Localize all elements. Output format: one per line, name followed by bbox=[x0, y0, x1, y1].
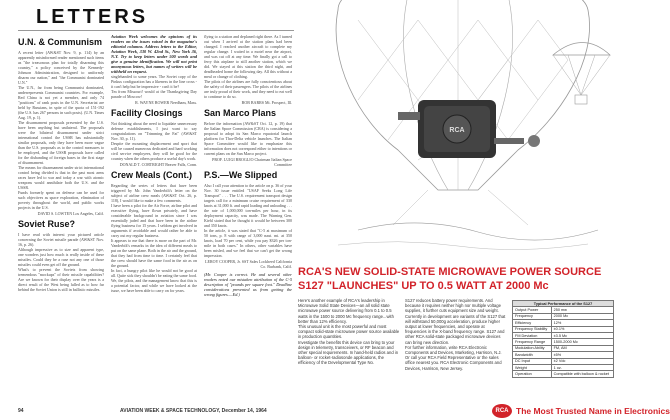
ad-body-column-1 bbox=[298, 298, 400, 402]
letter-heading: Facility Closings bbox=[111, 108, 183, 118]
ad-headline: RCA'S NEW SOLID-STATE MICROWAVE POWER SOURCE bbox=[298, 266, 602, 278]
letter-paragraph: In fact, a hungry pilot like he would not be good at all. Quite sick they shouldn't be eating the same food. We, the pilots, and the management know that this is a potential factor, and while we have looked at the issue, we have been able to carry on for years. bbox=[111, 268, 197, 293]
letter-paragraph: Not thinking about the need to liquidate unnecessary defense establishments, I just want to say congratulations on "Trimming the Fat" (AW&ST Nov. 30, p. 11). bbox=[111, 121, 197, 141]
letter-paragraph: I have read with interest your pictured article concerning the Soviet missile parade (AW&ST Nov. 16, p. 26). bbox=[18, 232, 104, 247]
letter-paragraph: It appears to me that there is more on the part of Mr. Vanderbilt's remarks in the idea of different meals to put on the same plane. Both in the air and the ground, that they had from time to time. I certainly feel that the crew should have the same food in the air as on the ground. bbox=[111, 238, 197, 268]
table-row bbox=[513, 371, 614, 377]
letter-signature: PROF. LUIGI BROGLIO Chairman Italian Space Committee bbox=[212, 157, 292, 167]
ad-subheadline: S127 "LAUNCHES" UP TO 0.5 WATT AT 2000 Mc bbox=[298, 280, 549, 292]
spec-label: Frequency Stability bbox=[513, 326, 552, 332]
spec-value: FM, AM bbox=[551, 345, 613, 351]
ad-paragraph: This unusual unit is the most powerful and most compact solid-state microwave power source available in production quantities. bbox=[298, 324, 400, 340]
letter-paragraph: Before the information (AW&ST Oct. 12, p. 19) that the Italian Space Commission (CRA) is considering a proposal to adopt its San Marco equatorial launch platform for Thor-Delta vehicle launches. The Italian Space Committee would like to emphasize this information does not correspond either to intentions or current plans on the San Marco project. bbox=[204, 121, 292, 156]
spec-label: Frequency bbox=[513, 313, 552, 319]
ad-illustration bbox=[298, 0, 616, 262]
spec-label: Efficiency bbox=[513, 320, 552, 326]
spec-value: 250 mw bbox=[551, 307, 613, 313]
spec-value: ±5% bbox=[551, 352, 613, 358]
spec-value: ±0.1% bbox=[551, 326, 613, 332]
spec-value: 12% bbox=[551, 320, 613, 326]
letter-paragraph: The U.N., far from being Communist dominated, underrepresents Communist countries. For example, Red China is not yet a member, and only 74 "positions" of rank posts in the U.N. Secretariat are held by Russians, in spite of the quota of 151-192 (the U.S. has 267 persons in such posts). (U.N. Times Aug. 19, p. 1). bbox=[18, 85, 104, 120]
spec-value: 1 oz. bbox=[551, 364, 613, 370]
spec-label: Weight bbox=[513, 364, 552, 370]
spec-label: FM Deviation bbox=[513, 332, 552, 338]
masthead-rule bbox=[18, 30, 294, 31]
ad-tagline: The Most Trusted Name in Electronics bbox=[516, 406, 670, 416]
spec-label: Frequency Range bbox=[513, 339, 552, 345]
letter-paragraph: Although impressive as to size and apparent type, one wonders just how much is really inside of these missiles. Could they be a ruse not any one of those missiles could even get off the ground. bbox=[18, 247, 104, 267]
spec-label: DC Input bbox=[513, 358, 552, 364]
spec-value: ±2 Vdc bbox=[551, 358, 613, 364]
letter-paragraph: singlehanded to some years. The Soviet copy of the Pinkus configuration has a likeness in the line cross - it can't help but be impressive - can't it be? bbox=[111, 74, 197, 89]
spec-label: Modulation Ability bbox=[513, 345, 552, 351]
letter-paragraph: Also I call your attention to the article on p. 36 of your Nov. 30 issue entitled "USAF Seeks Long Life Transport" . . . The U.S. requirement transport design targets call for a minimum cruise requirement of 330 knots at 31,000 ft. and rapid loading and unloading . . . the rate of 1,000,000 ton-miles per hour, in its deployment capacity, was made. The Warning Gen. Kiehl stated that he thought it would be between 300 and 350 knots. bbox=[204, 183, 292, 228]
letter-signature: R. WAYNE BOWER Needham, Mass. bbox=[135, 100, 197, 105]
spec-label: Operation bbox=[513, 371, 552, 377]
letter-paragraph: Funds formerly spent on defense can be used for such objectives as space exploration, elimination of poverty throughout the world, and public works projects in the U.S. bbox=[18, 190, 104, 210]
letter-paragraph: I have been a pilot for the Air Force, airline pilot and executive flying, have flown privately, and have considerable background in aviation since I was essentially jaded and that have been in the airline flying business for 15 years. I seldom get involved in arguments if avoidable and would rather be able to carry out my regular business. bbox=[111, 203, 197, 238]
performance-table bbox=[512, 300, 614, 378]
letter-heading: San Marco Plans bbox=[204, 108, 277, 118]
letter-paragraph: The pilots of the airlines are fully conscientious about the safety of their passengers. The pilots of the airlines are truly proud of their work, and they need to eat well to continue to do so. bbox=[204, 79, 292, 99]
ad-paragraph: S127 reduces battery power requirements. And because it requires neither high nor multiple voltage supplies, it further cuts equipment size and weight. bbox=[405, 298, 501, 314]
letter-signature: DONALD T. CORTRIGHT Beaver Falls, Conn. bbox=[119, 162, 197, 167]
letter-paragraph: A recent letter (AW&ST Nov. 9, p. 114) by an apparently misinformed reader mentioned such items as "the treasonous plan for totally disarming this country," a policy conceived by the Kennedy-Johnson Administration, designed to uniformly disarm our nation," and "the Communist dominated U.N." bbox=[18, 50, 104, 85]
letter-paragraph: Regarding the series of letters that have been triggered by Mr. John Vanderbilt's letter on the subject of airline crew meals (AW&ST Oct. 26, p. 118), I would like to make a few comments. bbox=[111, 183, 197, 203]
ad-paragraph: Here's another example of RCA's leadership in Microwave Solid State Devices—an all solid state microwave power source delivering from 0.1 to 0.5 watts in the 1500 to 2000 Mc frequency range...with better than 12% efficiency. bbox=[298, 298, 394, 324]
letters-column-3 bbox=[204, 34, 292, 402]
letter-signature: BOB BARRS Mt. Prospect, Ill. bbox=[241, 100, 292, 105]
ad-body-column-2 bbox=[405, 298, 507, 402]
letter-signature: DAVID S. LOWTEN Los Angeles, Calif. bbox=[37, 211, 104, 216]
spec-value: ±3.5 Mc bbox=[551, 332, 613, 338]
letters-column-1 bbox=[18, 34, 104, 402]
performance-table-title: Typical Performance of the S127 bbox=[513, 301, 614, 307]
letter-signature: LEROY COOPER, Jr. SST Sales Lockheed California Co. Burbank, Calif. bbox=[205, 259, 292, 269]
editorial-note: Aviation Week welcomes the opinions of its readers on the issues raised in the magazine's editorial columns. Address letters to the Editor, Aviation Week, 330 W. 42nd St., New York 36, N.Y. Try to keep letters under 500 words and give a genuine identification. We will not print anonymous letters, but names of writers will be withheld on request. bbox=[111, 34, 197, 74]
letter-paragraph: flying to a station and deplaned right there. As I turned out when I arrived at the station plans had been changed. I reached another aircraft to complete my regular change. I waited in a motel near the airport, and was cut off at any time. We finally got a call to ferry this airplane to still another station, which we did. We stayed at this station the third night, and deadheaded home the following day. All this without a meal or change of clothing. bbox=[204, 34, 292, 79]
page-number: 94 bbox=[18, 408, 24, 414]
letter-paragraph: What's to prevent the Soviets from showing tremendous "mockups" of their missile capabilities? Are we known for their display over the years is a direct result of the West being lulled as to how far behind the Soviet Union is still in ballistic missiles. bbox=[18, 267, 104, 292]
spec-label: Bandwidth bbox=[513, 352, 552, 358]
spec-label: Output Power bbox=[513, 307, 552, 313]
device-brand-label: RCA bbox=[449, 127, 465, 134]
letter-heading: Crew Meals (Cont.) bbox=[111, 170, 193, 180]
letters-column-2 bbox=[111, 34, 197, 402]
spec-value: Compatible with balloon & rocket bbox=[551, 371, 613, 377]
letter-heading: Soviet Ruse? bbox=[18, 219, 76, 229]
ad-paragraph: Currently in development are variants of the S127 that will withstand 50,000g acceleration, produce higher output at lower frequencies, and operate at frequencies in the X-band frequency range. S127 and other RCA solid-state packaged microwave devices can bring new direction. bbox=[405, 313, 506, 345]
rca-logo: RCA bbox=[492, 404, 512, 418]
folio-line: AVIATION WEEK & SPACE TECHNOLOGY, December 14, 1964 bbox=[120, 408, 267, 414]
page-masthead: LETTERS bbox=[36, 6, 149, 28]
ad-paragraph: Investigate the benefits this device can bring to your design in telemetry, transceivers, or RF beacon and other special requirements. In hand-held radios and in balloon- or rocket-radiosonde applications, the efficiency of the Developmental Type No. bbox=[298, 339, 399, 366]
balloon-icon bbox=[336, 0, 589, 190]
spec-value: 1500-2000 Mc bbox=[551, 339, 613, 345]
letter-paragraph: Despite the mounting displacement and sport that will be caused numerous dedicated and hard working civil service employees, they will be good for the country when the others produce a useful day's work. bbox=[111, 141, 197, 161]
letter-paragraph: In the article, it was stated that "C-5 at maximum of 50 tons, p. 8 with range of 3,000 naut. mi. at 350 knots, load 70 per cent, while you pay $326 per ton-mile in both cases." In others, other variables have been misled, and we feel that we can't get the wrong impression. bbox=[204, 228, 292, 258]
letter-heading: U.N. & Communism bbox=[18, 37, 103, 47]
editorial-note: (Mr. Cooper is correct. He and several other readers noted our mistaken attribution of the C-5 description of "pounds per square foot." Deadline considerations prevented us from getting the wrong figures.—Ed.) bbox=[204, 272, 292, 297]
letter-paragraph: The means for disarmament under strict international control being divided is that in the past most arms races have led to war and today a war with atomic weapons would annihilate both the U.S. and the USSR. bbox=[18, 165, 104, 190]
letter-paragraph: The disarmament proposals presented by the U.S. have been anything but unilateral. The proposals were the bilateral disarmament under strict international control the USSR has substantially similar proposals, only they have been more vague than the U.S. proposals as to the control measures to be employed, and the USSR proposals have called for the disbanding of foreign bases in the first stage of disarmament. bbox=[18, 120, 104, 165]
performance-table-body bbox=[513, 307, 614, 377]
letter-paragraph: Tm from Missouri! would at the Thanksgiving Day parade of Moscow! bbox=[111, 89, 197, 99]
letter-heading: P.S.—We Slipped bbox=[204, 170, 278, 180]
spec-value: 2000 Mc bbox=[551, 313, 613, 319]
ad-paragraph: For further information, write RCA Electronic Components and Devices, Marketing, Harrison, N.J. Or call your RCA Field Representative or the sales office nearest you. RCA Electronic Components and Devices, Harrison, New Jersey. bbox=[405, 344, 502, 371]
